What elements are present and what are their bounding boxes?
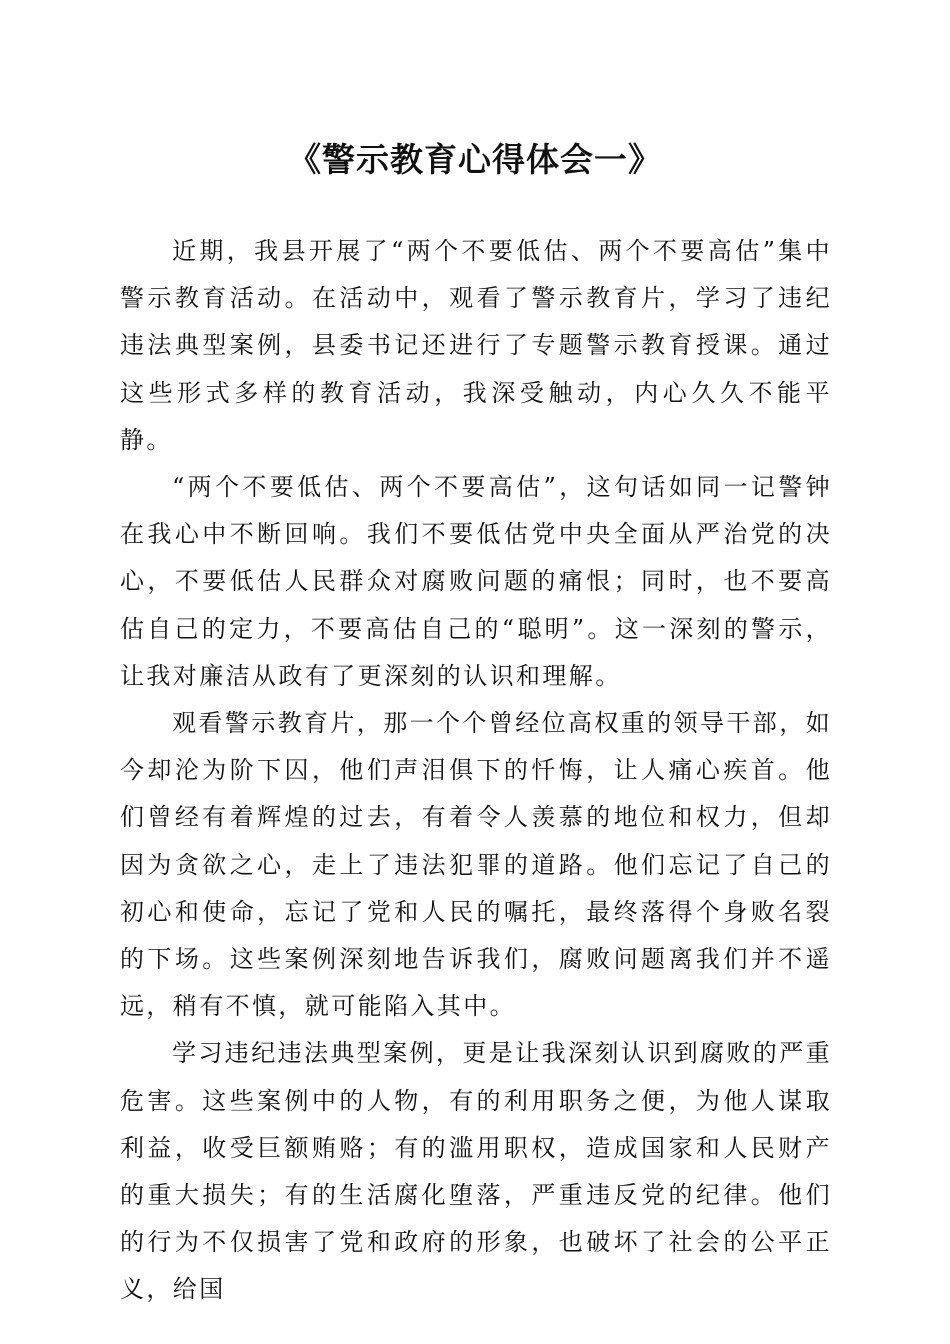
document-body xyxy=(120,228,832,1314)
paragraph-2: “两个不要低估、两个不要高估”，这句话如同一记警钟在我心中不断回响。我们不要低估党中央全面从严治党的决心，不要低估人民群众对腐败问题的痛恨；同时，也不要高估自己的定力，不要高估自己的“聪明”。这一深刻的警示，让我对廉洁从政有了更深刻的认识和理解。 xyxy=(120,473,832,690)
paragraph-1: 近期，我县开展了“两个不要低估、两个不要高估”集中警示教育活动。在活动中，观看了警示教育片，学习了违纪违法典型案例，县委书记还进行了专题警示教育授课。通过这些形式多样的教育活动，我深受触动，内心久久不能平静。 xyxy=(120,237,832,454)
paragraph-3: 观看警示教育片，那一个个曾经位高权重的领导干部，如今却沦为阶下囚，他们声泪俱下的忏悔，让人痛心疾首。他们曾经有着辉煌的过去，有着令人羡慕的地位和权力，但却因为贪欲之心，走上了违法犯罪的道路。他们忘记了自己的初心和使命，忘记了党和人民的嘱托，最终落得个身败名裂的下场。这些案例深刻地告诉我们，腐败问题离我们并不遥远，稍有不慎，就可能陷入其中。 xyxy=(120,709,832,1021)
document-title: 《警示教育心得体会一》 xyxy=(288,140,662,179)
paragraph-4: 学习违纪违法典型案例，更是让我深刻认识到腐败的严重危害。这些案例中的人物，有的利用职务之便，为他人谋取利益，收受巨额贿赂；有的滥用职权，造成国家和人民财产的重大损失；有的生活腐化堕落，严重违反党的纪律。他们的行为不仅损害了党和政府的形象，也破坏了社会的公平正义，给国 xyxy=(120,1039,832,1304)
